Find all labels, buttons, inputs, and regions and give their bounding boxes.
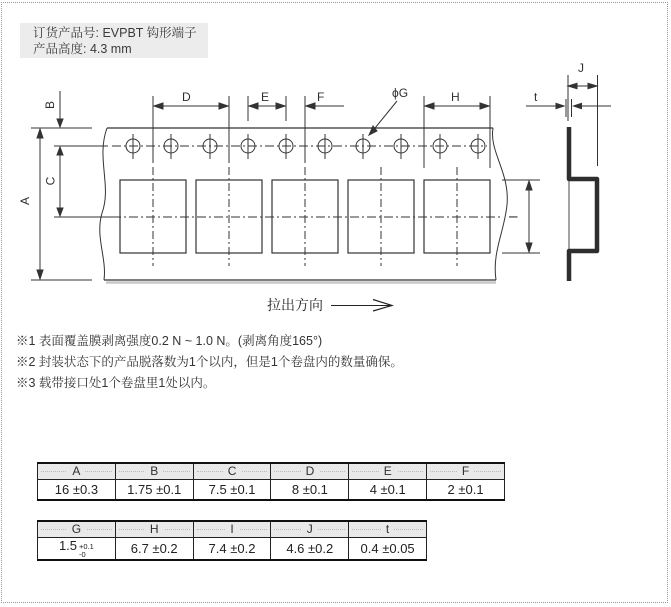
value-g-base: 1.5 [58,537,78,553]
note-2: ※2 封装状态下的产品脱落数为1个以内，但是1个卷盘内的数量确保。 [16,355,403,369]
header-cell-a: A [38,463,116,479]
value-cell-g [38,537,116,560]
dim-label-a: A [18,196,33,206]
pull-direction-label: 拉出方向 [267,297,323,313]
value-cell-b: 1.75 ±0.1 [115,479,193,500]
dimension-table-a-f [37,462,505,501]
header-cell-c: C [193,463,271,479]
note-1: ※1 表面覆盖膜剥离强度0.2 N ~ 1.0 N。(剥离角度165°) [16,334,323,348]
dim-label-d: D [182,90,191,104]
header-cell-j: J [271,521,349,537]
table-header-row [38,463,505,479]
header-cell-b: B [115,463,193,479]
value-cell-d: 8 ±0.1 [271,479,349,500]
value-cell-c: 7.5 ±0.1 [193,479,271,500]
dim-label-h: H [451,90,460,104]
table-value-row [38,537,427,560]
value-cell-f: 2 ±0.1 [427,479,505,500]
dim-label-j: J [578,61,584,75]
value-cell-j: 4.6 ±0.2 [271,537,349,560]
dim-label-b: B [43,100,58,110]
header-cell-d: D [271,463,349,479]
value-g-tolerance: +0.1 -0 [79,541,94,559]
header-cell-t: t [349,521,427,537]
header-cell-f: F [427,463,505,479]
dim-label-t: t [534,90,538,104]
value-cell-i: 7.4 ±0.2 [193,537,271,560]
value-cell-a: 16 ±0.3 [38,479,116,500]
dim-label-f: F [317,90,325,104]
dim-label-c: C [43,176,58,186]
pull-direction [267,295,395,315]
notes-block [16,331,403,394]
header-cell-e: E [349,463,427,479]
dim-label-e: E [261,90,270,104]
product-order-number: 订货产品号: EVPBT 钩形端子 [33,26,197,40]
table-value-row [38,479,505,500]
value-cell-h: 6.7 ±0.2 [115,537,193,560]
pull-direction-arrow-icon [329,297,395,313]
header-cell-g: G [38,521,116,537]
value-cell-t: 0.4 ±0.05 [349,537,427,560]
table-header-row [38,521,427,537]
value-cell-e: 4 ±0.1 [349,479,427,500]
dim-label-g: ϕG [392,86,409,100]
header-cell-h: H [115,521,193,537]
note-3: ※3 载带接口处1个卷盘里1处以内。 [16,376,216,390]
dim-label-i: I [506,215,521,219]
dimension-table-g-t [37,520,427,561]
product-height: 产品高度: 4.3 mm [33,42,132,56]
header-cell-i: I [193,521,271,537]
